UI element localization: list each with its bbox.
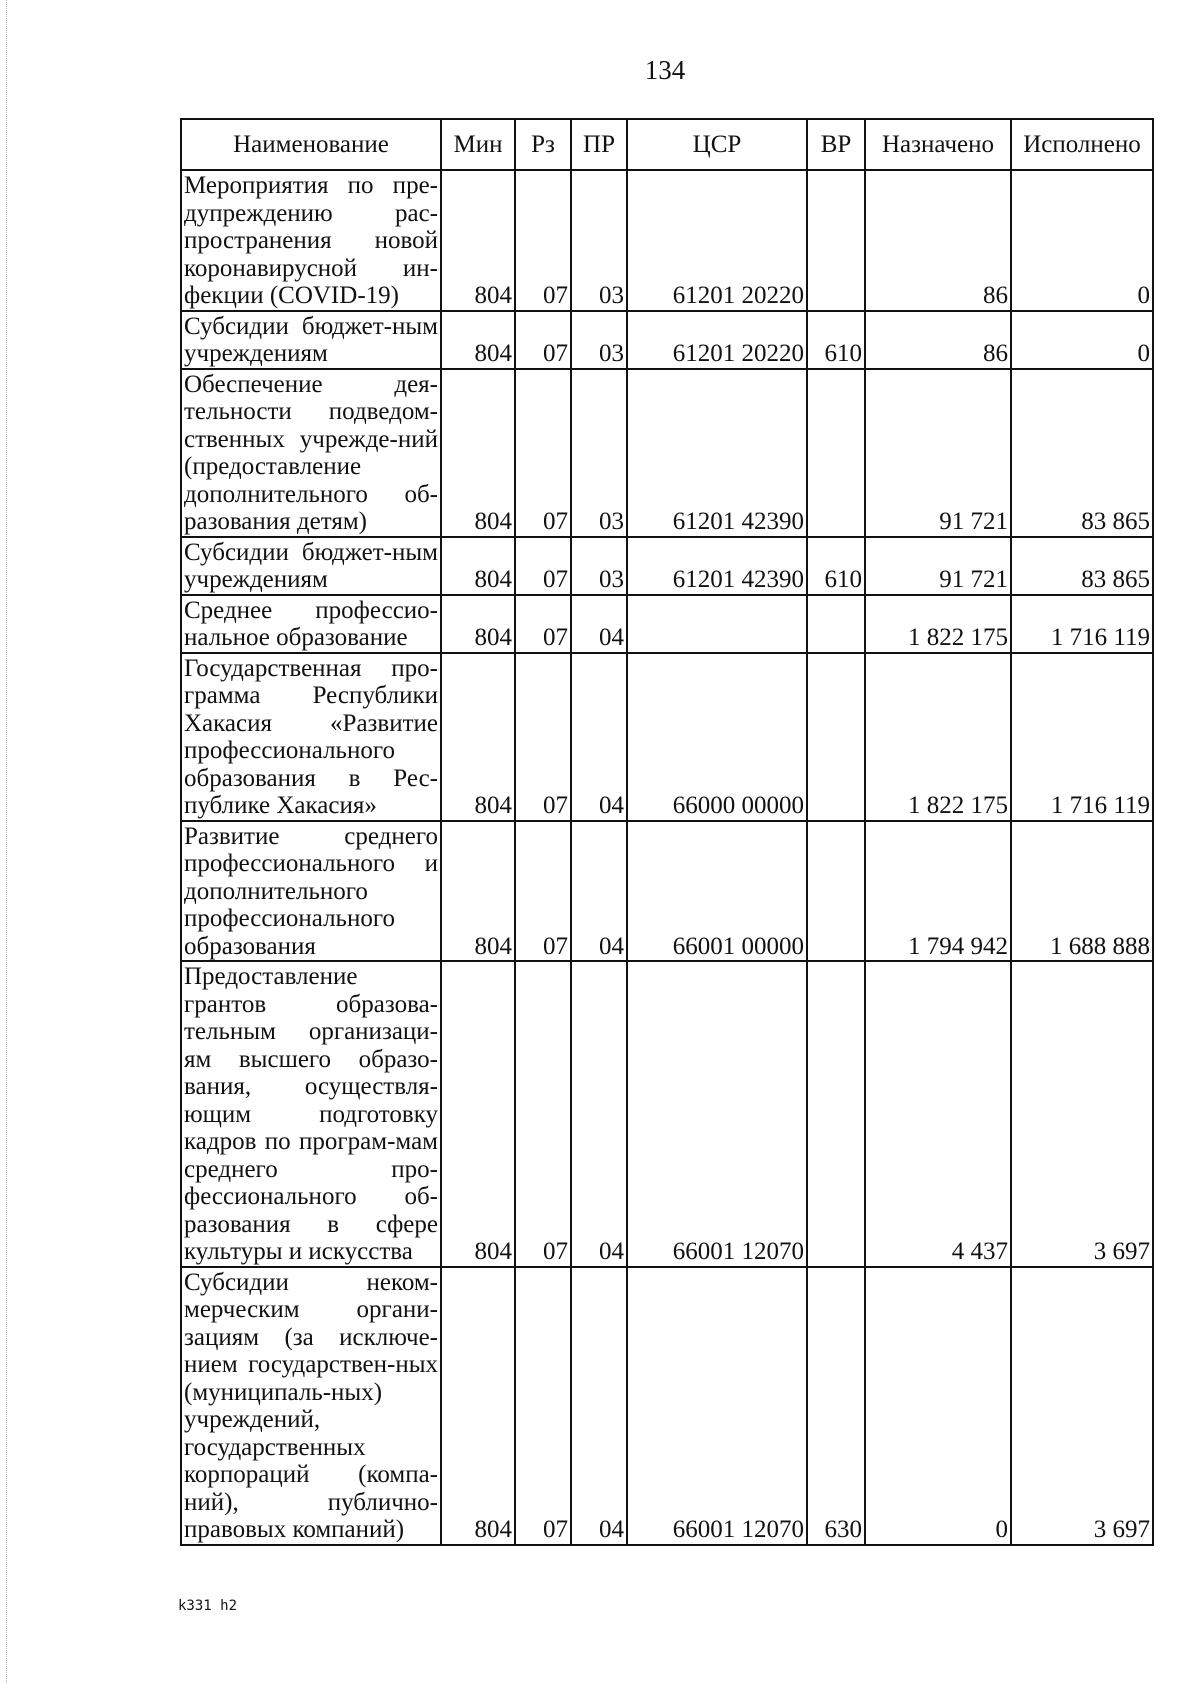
table-row — [181, 595, 1153, 653]
cell-rz: 07 — [515, 653, 571, 821]
cell-pr: 04 — [571, 595, 627, 653]
cell-pr: 04 — [571, 821, 627, 962]
cell-pr: 03 — [571, 537, 627, 595]
cell-assigned: 91 721 — [865, 369, 1011, 537]
cell-assigned: 0 — [865, 1267, 1011, 1545]
cell-vr — [807, 821, 865, 962]
cell-rz: 07 — [515, 311, 571, 369]
cell-rz: 07 — [515, 369, 571, 537]
cell-csr: 61201 42390 — [627, 369, 807, 537]
cell-vr: 610 — [807, 311, 865, 369]
cell-vr — [807, 653, 865, 821]
cell-executed: 0 — [1011, 311, 1153, 369]
cell-pr: 03 — [571, 311, 627, 369]
cell-csr: 61201 20220 — [627, 311, 807, 369]
footer-code: k331 h2 — [178, 1598, 238, 1614]
cell-rz: 07 — [515, 821, 571, 962]
header-pr: ПР — [571, 119, 627, 170]
cell-pr: 04 — [571, 1267, 627, 1545]
cell-assigned: 86 — [865, 311, 1011, 369]
table-row — [181, 369, 1153, 537]
cell-vr: 610 — [807, 537, 865, 595]
cell-min: 804 — [441, 961, 515, 1267]
cell-rz: 07 — [515, 1267, 571, 1545]
table-row — [181, 311, 1153, 369]
header-executed: Исполнено — [1011, 119, 1153, 170]
cell-assigned: 4 437 — [865, 961, 1011, 1267]
cell-min: 804 — [441, 311, 515, 369]
cell-min: 804 — [441, 369, 515, 537]
budget-table — [180, 118, 1154, 1546]
cell-executed: 83 865 — [1011, 369, 1153, 537]
cell-pr: 04 — [571, 961, 627, 1267]
cell-name: Обеспечение дея-тельности подведом-ственных учрежде-ний (предоставление дополнительного об-разования детям) — [181, 369, 441, 537]
cell-pr: 04 — [571, 653, 627, 821]
table-row — [181, 653, 1153, 821]
cell-name: Субсидии бюджет-ным учреждениям — [181, 537, 441, 595]
cell-csr: 66001 12070 — [627, 961, 807, 1267]
cell-min: 804 — [441, 595, 515, 653]
cell-name: Государственная про-грамма Республики Хакасия «Развитие профессионального образования в Рес-публике Хакасия» — [181, 653, 441, 821]
table-body — [181, 170, 1153, 1545]
cell-pr: 03 — [571, 170, 627, 311]
cell-rz: 07 — [515, 537, 571, 595]
cell-min: 804 — [441, 653, 515, 821]
table-row — [181, 821, 1153, 962]
cell-assigned: 1 794 942 — [865, 821, 1011, 962]
cell-executed: 1 716 119 — [1011, 595, 1153, 653]
cell-min: 804 — [441, 821, 515, 962]
cell-vr — [807, 170, 865, 311]
cell-csr: 66001 12070 — [627, 1267, 807, 1545]
cell-min: 804 — [441, 1267, 515, 1545]
table-row — [181, 961, 1153, 1267]
cell-assigned: 1 822 175 — [865, 595, 1011, 653]
cell-executed: 3 697 — [1011, 961, 1153, 1267]
header-min: Мин — [441, 119, 515, 170]
cell-name: Развитие среднего профессионального и дополнительного профессионального образования — [181, 821, 441, 962]
cell-name: Субсидии неком-мерческим органи-зациям (за исключе-нием государствен-ных (муниципаль-ных) учреждений, государственных корпораций (компа-ний), публично-правовых компаний) — [181, 1267, 441, 1545]
cell-executed: 3 697 — [1011, 1267, 1153, 1545]
cell-rz: 07 — [515, 595, 571, 653]
table-row — [181, 1267, 1153, 1545]
cell-assigned: 91 721 — [865, 537, 1011, 595]
cell-min: 804 — [441, 537, 515, 595]
cell-vr — [807, 369, 865, 537]
cell-executed: 1 688 888 — [1011, 821, 1153, 962]
cell-rz: 07 — [515, 170, 571, 311]
cell-name: Субсидии бюджет-ным учреждениям — [181, 311, 441, 369]
cell-name: Среднее профессио-нальное образование — [181, 595, 441, 653]
cell-csr: 61201 42390 — [627, 537, 807, 595]
cell-executed: 0 — [1011, 170, 1153, 311]
header-csr: ЦСР — [627, 119, 807, 170]
table-row — [181, 537, 1153, 595]
cell-executed: 1 716 119 — [1011, 653, 1153, 821]
cell-rz: 07 — [515, 961, 571, 1267]
cell-vr — [807, 961, 865, 1267]
header-rz: Рз — [515, 119, 571, 170]
header-assigned: Назначено — [865, 119, 1011, 170]
cell-name: Мероприятия по пре-дупреждению рас-пространения новой коронавирусной ин-фекции (COVID-19) — [181, 170, 441, 311]
cell-csr: 66001 00000 — [627, 821, 807, 962]
cell-csr: 61201 20220 — [627, 170, 807, 311]
cell-min: 804 — [441, 170, 515, 311]
cell-name: Предоставление грантов образова-тельным организаци-ям высшего образо-вания, осуществля-ющим подготовку кадров по програм-мам среднего про-фессионального об-разования в сфере культуры и искусства — [181, 961, 441, 1267]
cell-assigned: 86 — [865, 170, 1011, 311]
cell-pr: 03 — [571, 369, 627, 537]
header-name: Наименование — [181, 119, 441, 170]
scan-margin-line — [6, 0, 8, 1683]
header-row — [181, 119, 1153, 170]
table-row — [181, 170, 1153, 311]
cell-csr — [627, 595, 807, 653]
cell-assigned: 1 822 175 — [865, 653, 1011, 821]
cell-vr: 630 — [807, 1267, 865, 1545]
cell-vr — [807, 595, 865, 653]
cell-csr: 66000 00000 — [627, 653, 807, 821]
page-number: 134 — [644, 55, 686, 85]
cell-executed: 83 865 — [1011, 537, 1153, 595]
header-vr: ВР — [807, 119, 865, 170]
